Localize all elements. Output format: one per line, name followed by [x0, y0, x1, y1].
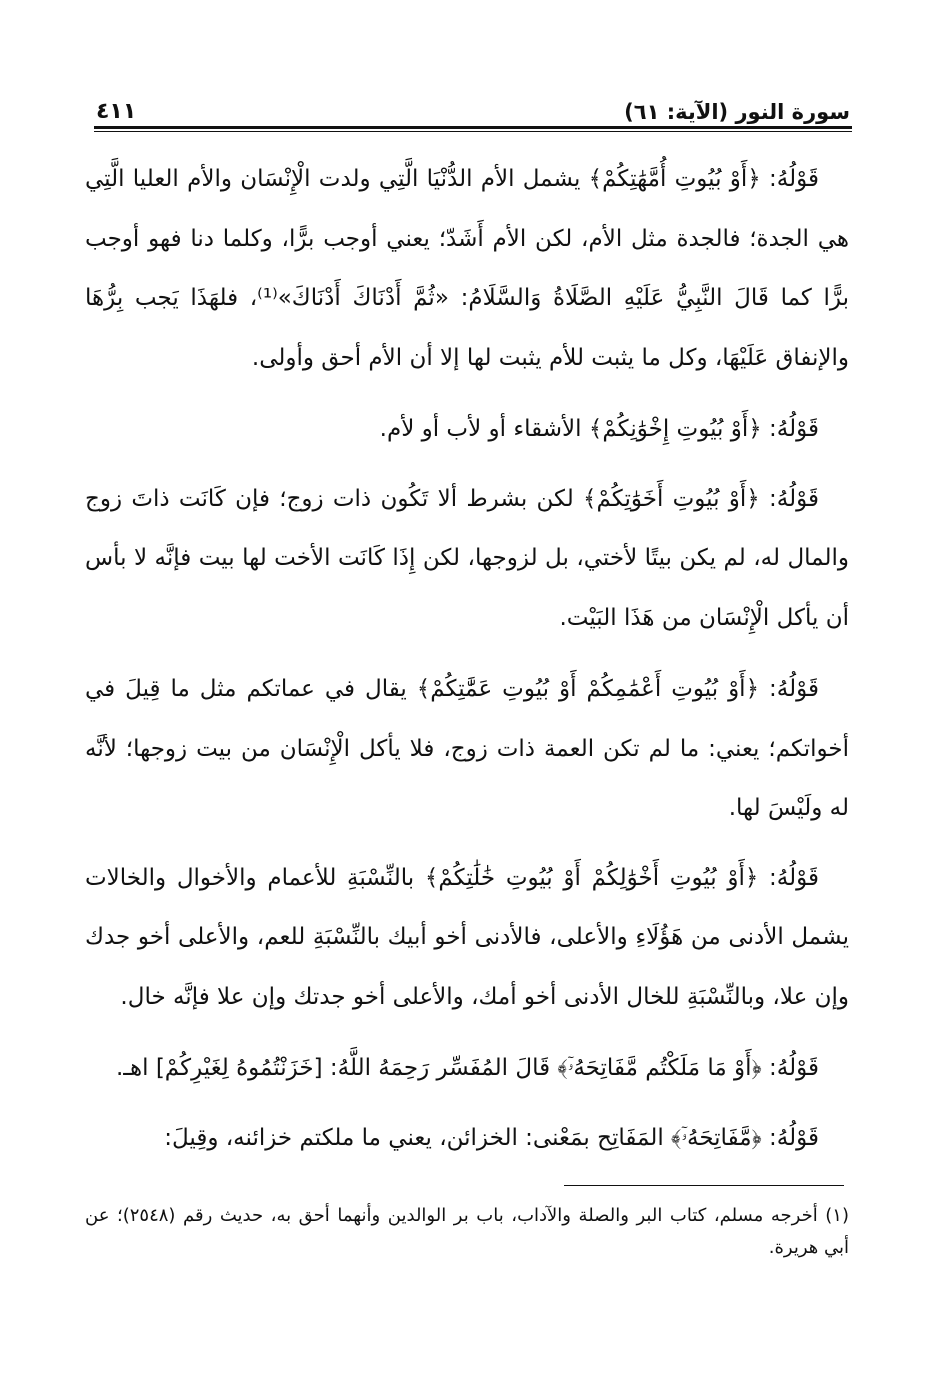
header-rule: [94, 126, 852, 129]
footnote-text: (١) أخرجه مسلم، كتاب البر والصلة والآداب، باب بر الوالدين وأنهما أحق به، حديث رقم (٢٥٤٨)؛ عن أبي هريرة.: [85, 1205, 849, 1258]
paragraph: قَوْلُهُ: ﴿أَوْ بُيُوتِ إِخْوَٰنِكُمْ﴾ الأشقاء أو لأب أو لأم.: [379, 416, 819, 442]
page-header: [96, 88, 850, 124]
header-rule-thin: [94, 131, 852, 132]
main-text: [85, 150, 849, 1178]
footnote: [85, 1200, 849, 1264]
paragraph: قَوْلُهُ: ﴿أَوْ بُيُوتِ أَخْوَٰلِكُمْ أَوْ بُيُوتِ خَٰلَٰتِكُمْ﴾ بالنِّسْبَةِ للأعمام والأخوال والخالات يشمل الأدنى من هَؤُلَاءِ والأعلى، فالأدنى أخو أبيك بالنِّسْبَةِ للعم، والأعلى أخو جدك وإن علا، وبالنِّسْبَةِ للخال الأدنى أخو أمك، والأعلى أخو جدتك وإن علا فإنَّه خال.: [85, 864, 849, 1010]
paragraph: قَوْلُهُ: ﴿أَوْ مَا مَلَكْتُم مَّفَاتِحَهُۥٓ﴾ قَالَ المُفَسِّر رَحِمَهُ اللَّهُ: [خَزَنْتُمُوهُ لِغَيْرِكُمْ] اهـ.: [115, 1055, 819, 1081]
paragraph: قَوْلُهُ: ﴿أَوْ بُيُوتِ أَخَوَٰتِكُمْ﴾ لكن بشرط ألا تَكُون ذات زوج؛ فإن كَانَت ذاتَ زوج والمال له، لم يكن بيتًا لأختي، بل لزوجها، لكن إِذَا كَانَت الأخت لها بيت فإنَّه لا بأس أن يأكل الْإِنْسَان من هَذَا البَيْت.: [85, 485, 849, 631]
running-title: سورة النور (الآية: ٦١): [624, 100, 850, 124]
paragraph: قَوْلُهُ: ﴿أَوْ بُيُوتِ أَعْمَٰمِكُمْ أَوْ بُيُوتِ عَمَّٰتِكُمْ﴾ يقال في عماتكم مثل ما قِيلَ في أخواتكم؛ يعني: ما لم تكن العمة ذات زوج، فلا يأكل الْإِنْسَان من بيت زوجها؛ لأنَّه له ولَيْسَ لها.: [85, 676, 849, 821]
footnote-separator: [564, 1185, 844, 1186]
paragraph: قَوْلُهُ: ﴿مَّفَاتِحَهُۥٓ﴾ المَفَاتِح بمَعْنى: الخزائن، يعني ما ملكتم خزائنه، وقِيلَ:: [164, 1124, 819, 1151]
paragraph: قَوْلُهُ: ﴿أَوْ بُيُوتِ أُمَّهَٰتِكُمْ﴾ يشمل الأم الدُّنْيَا الَّتِي ولدت الْإِنْسَان والأم العليا الَّتِي هي الجدة؛ فالجدة مثل الأم، لكن الأم أَشَدّ؛ يعني أوجب برًّا، وكلما دنا فهو أوجب برًّا كما قَالَ النَّبِيُّ عَلَيْهِ الصَّلَاةُ وَالسَّلَامُ: «ثُمَّ أَدْنَاكَ أَدْنَاكَ»⁽¹⁾، فلهَذَا يَجب بِرُّهَا والإنفاق عَلَيْهَا، وكل ما يثبت للأم يثبت لها إلا أن الأم أحق وأولى.: [85, 166, 849, 371]
page-number: ٤١١: [96, 99, 137, 124]
